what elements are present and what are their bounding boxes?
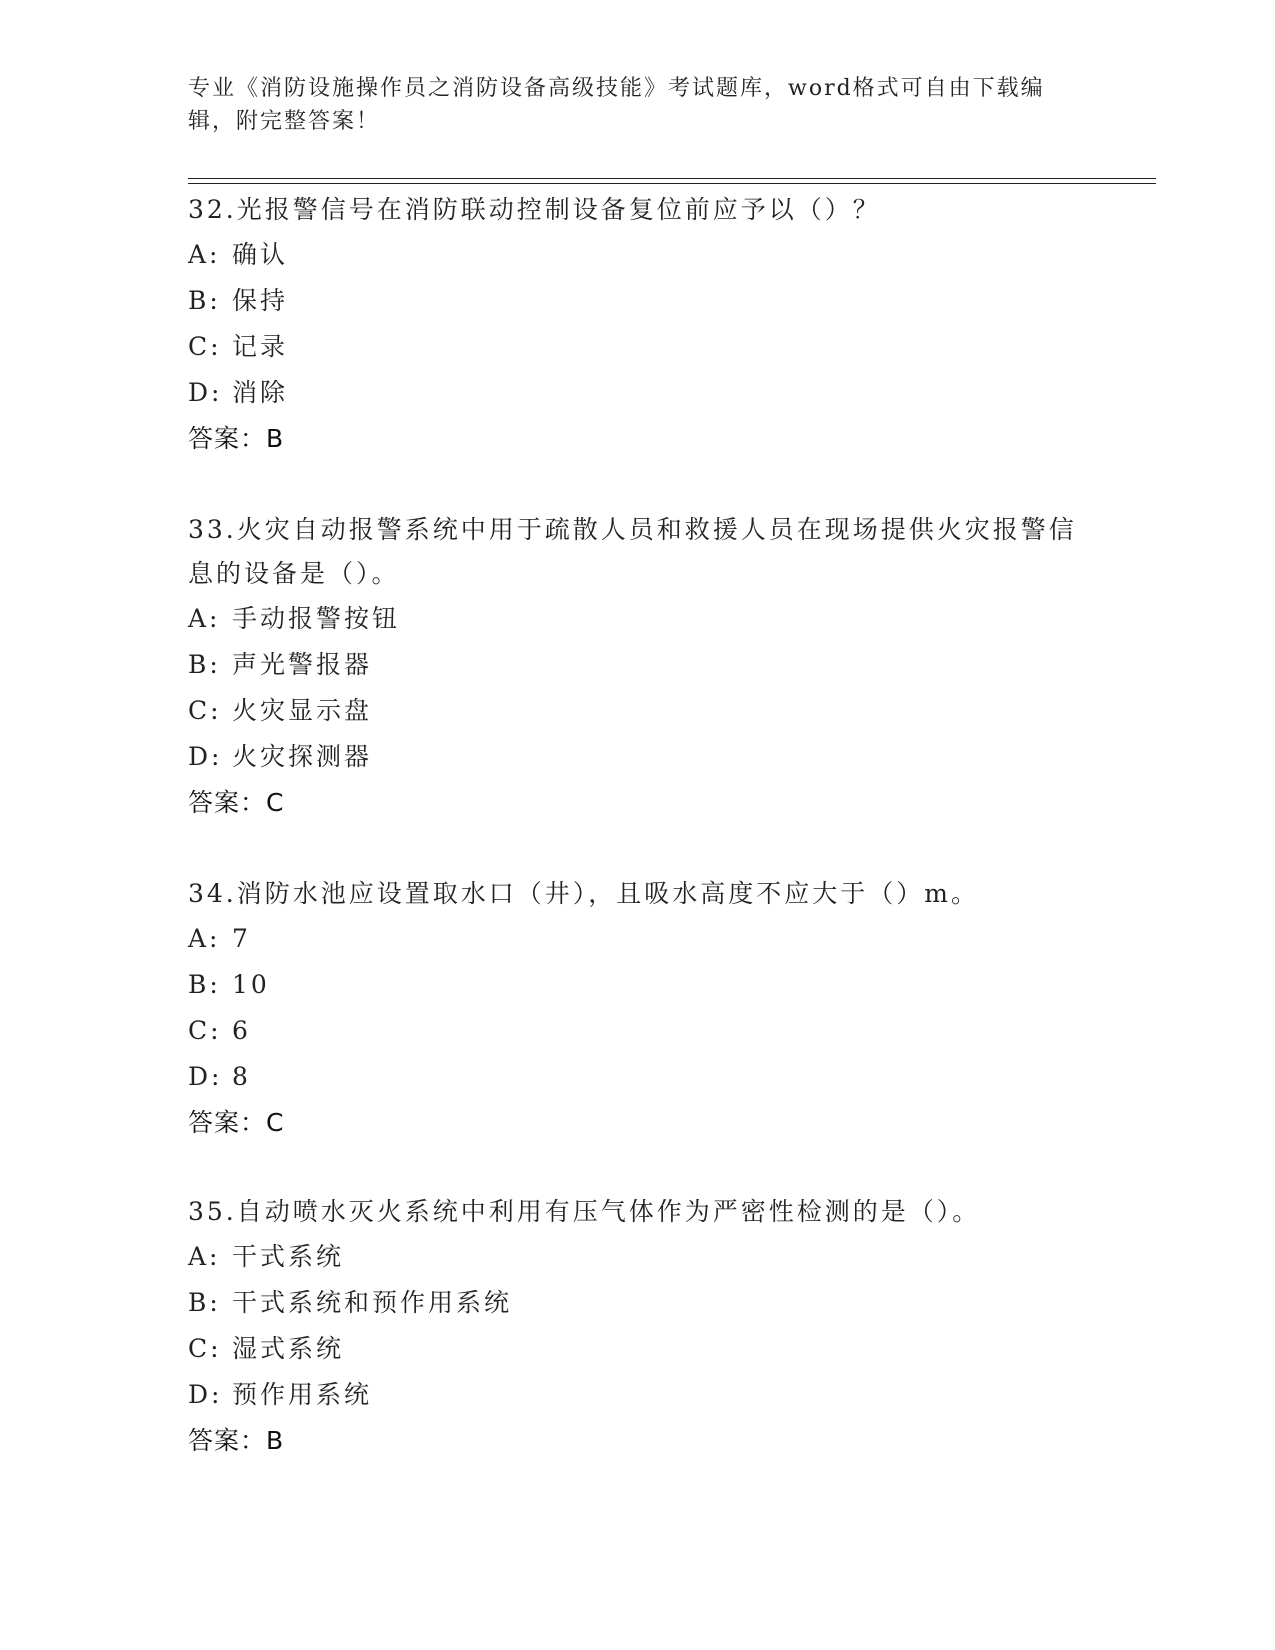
answer-line: 答案：B <box>188 424 285 453</box>
option-key: C: <box>188 696 222 725</box>
option-text: 6 <box>232 1016 251 1045</box>
option-d <box>188 734 1088 780</box>
option-text: 7 <box>232 924 251 953</box>
header-divider-bottom <box>188 183 1156 184</box>
option-key: B: <box>188 286 221 315</box>
option-text: 声光警报器 <box>232 650 373 679</box>
option-key: D: <box>188 742 223 771</box>
option-text: 预作用系统 <box>232 1380 373 1409</box>
option-a <box>188 1234 1088 1280</box>
option-key: B: <box>188 1288 221 1317</box>
option-key: C: <box>188 1334 222 1363</box>
option-key: D: <box>188 1062 223 1091</box>
answer-line: 答案：B <box>188 1426 285 1455</box>
question-stem: 32.光报警信号在消防联动控制设备复位前应予以（）？ <box>188 195 881 224</box>
option-text: 消除 <box>232 378 289 407</box>
option-key: D: <box>188 1380 223 1409</box>
option-key: A: <box>188 604 221 633</box>
option-key: A: <box>188 924 221 953</box>
option-key: B: <box>188 970 221 999</box>
option-text: 手动报警按钮 <box>232 604 401 633</box>
option-key: B: <box>188 650 221 679</box>
option-d <box>188 1372 1088 1418</box>
option-c <box>188 324 1088 370</box>
option-a <box>188 916 1088 962</box>
option-b <box>188 278 1088 324</box>
question-stem: 34.消防水池应设置取水口（井），且吸水高度不应大于（）m。 <box>188 879 979 908</box>
option-key: A: <box>188 1242 221 1271</box>
option-text: 火灾显示盘 <box>232 696 373 725</box>
option-text: 确认 <box>232 240 289 269</box>
answer-line: 答案：C <box>188 788 285 817</box>
question-33 <box>188 508 1088 826</box>
question-32 <box>188 188 1088 462</box>
option-text: 湿式系统 <box>232 1334 345 1363</box>
header-divider-top <box>188 178 1156 179</box>
question-stem: 35.自动喷水灭火系统中利用有压气体作为严密性检测的是（）。 <box>188 1197 981 1226</box>
question-stem: 33.火灾自动报警系统中用于疏散人员和救援人员在现场提供火灾报警信息的设备是（）。 <box>188 515 1077 588</box>
question-35 <box>188 1190 1088 1464</box>
option-text: 干式系统和预作用系统 <box>232 1288 513 1317</box>
document-header: 专业《消防设施操作员之消防设备高级技能》考试题库，word格式可自由下载编辑，附完整答案！ <box>188 76 1045 134</box>
option-text: 保持 <box>232 286 289 315</box>
answer-line: 答案：C <box>188 1108 285 1137</box>
option-c <box>188 1008 1088 1054</box>
option-a <box>188 232 1088 278</box>
option-d <box>188 1054 1088 1100</box>
option-text: 8 <box>232 1062 251 1091</box>
option-b <box>188 642 1088 688</box>
option-d <box>188 370 1088 416</box>
option-text: 火灾探测器 <box>232 742 373 771</box>
option-key: D: <box>188 378 223 407</box>
option-text: 10 <box>232 970 270 999</box>
question-34 <box>188 872 1088 1146</box>
option-c <box>188 688 1088 734</box>
option-b <box>188 1280 1088 1326</box>
option-a <box>188 596 1088 642</box>
option-c <box>188 1326 1088 1372</box>
option-key: C: <box>188 332 222 361</box>
option-key: C: <box>188 1016 222 1045</box>
option-b <box>188 962 1088 1008</box>
option-text: 记录 <box>232 332 289 361</box>
option-key: A: <box>188 240 221 269</box>
option-text: 干式系统 <box>232 1242 345 1271</box>
